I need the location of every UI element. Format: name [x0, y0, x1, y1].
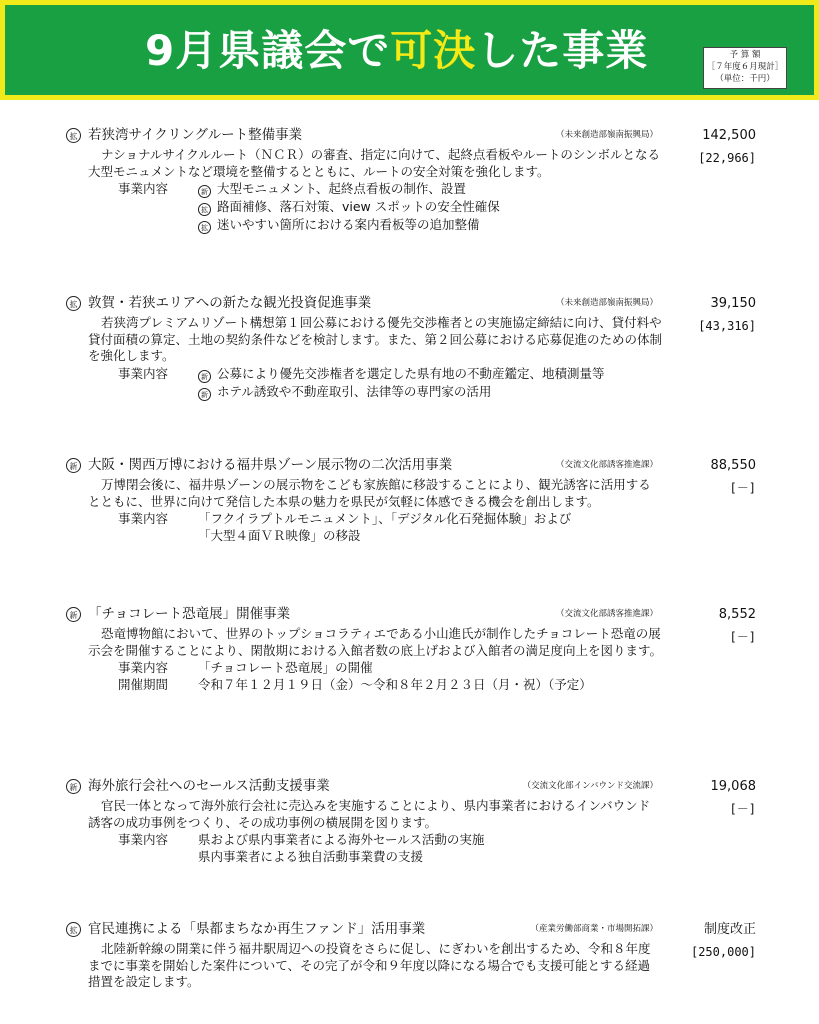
content-item: 県内事業者による独自活動事業費の支援 [198, 849, 424, 864]
expanded-badge: 拡 [198, 221, 211, 234]
page-title [145, 27, 648, 75]
project-department: （交流文化部インバウンド交流課） [522, 781, 658, 791]
project-item [66, 455, 766, 544]
project-title: 官民連携による「県都まちなか再生ファンド」活用事業 [88, 921, 426, 937]
project-previous-amount: [－] [729, 481, 756, 495]
project-description: ナショナルサイクルルート（ＮＣＲ）の審査、指定に向けて、起終点看板やルートのシンボルとなる大型モニュメントなど環境を整備するとともに、ルートの安全対策を強化します。 [88, 147, 661, 179]
content-item [198, 216, 500, 234]
project-amount: 19,068 [710, 779, 756, 794]
content-item: 「チョコレート恐竜展」の開催 [198, 660, 373, 675]
project-title: 若狭湾サイクリングルート整備事業 [88, 127, 303, 143]
title-part-2: した事業 [476, 26, 649, 75]
project-item [66, 776, 766, 865]
project-contents [118, 365, 766, 401]
content-item [198, 365, 605, 383]
project-contents [118, 180, 766, 234]
project-previous-amount: [－] [729, 630, 756, 644]
project-header [66, 293, 766, 333]
header-banner-inner [5, 5, 814, 95]
content-item-text: ホテル誘致や不動産取引、法律等の専門家の活用 [217, 383, 492, 399]
content-label: 事業内容 [118, 660, 169, 675]
new-badge: 新 [198, 185, 211, 198]
project-amount: 制度改正 [703, 922, 756, 937]
project-department: （交流文化部誘客推進課） [555, 609, 658, 619]
project-department: （未来創造部嶺南振興局） [555, 298, 658, 308]
project-item [66, 604, 766, 693]
header-banner [0, 0, 819, 100]
budget-unit: （単位：千円） [715, 74, 775, 84]
new-badge: 新 [66, 779, 81, 794]
content-label: 事業内容 [118, 511, 169, 526]
project-department: （産業労働部商業・市場開拓課） [530, 924, 658, 934]
project-description: 恐竜博物館において、世界のトップショコラティエである小山進氏が制作したチョコレート恐竜の展示会を開催することにより、閑散期における入館者数の底上げおよび入館者の満足度向上を図ります。 [88, 626, 663, 658]
project-description: 官民一体となって海外旅行会社に売込みを実施することにより、県内事業者におけるインバウンド誘客の成功事例をつくり、その成功事例の横展開を図ります。 [88, 798, 651, 830]
budget-legend [703, 47, 787, 89]
project-description: 万博閉会後に、福井県ゾーンの展示物をこども家族館に移設することにより、観光誘客に活用するとともに、世界に向けて発信した本県の魅力を県民が気軽に体感できる機会を創出します。 [88, 477, 651, 509]
content-item-text: 路面補修、落石対策、view スポットの安全性確保 [217, 199, 500, 214]
project-previous-amount: [250,000] [690, 945, 756, 959]
content-item-text: 大型モニュメント、起終点看板の制作、設置 [217, 181, 466, 196]
content-item: 県および県内事業者による海外セールス活動の実施 [198, 832, 485, 847]
project-title: 敦賀・若狭エリアへの新たな観光投資促進事業 [88, 295, 372, 311]
project-amount: 88,550 [710, 458, 756, 473]
project-title: 大阪・関西万博における福井県ゾーン展示物の二次活用事業 [88, 457, 453, 473]
new-badge: 新 [66, 607, 81, 622]
period-label: 開催期間 [118, 677, 169, 692]
content-item: 「大型４面ＶＲ映像」の移設 [198, 528, 361, 543]
project-description: 北陸新幹線の開業に伴う福井駅周辺への投資をさらに促し、にぎわいを創出するため、令和８年度までに事業を開始した案件について、その完了が令和９年度以降になる場合でも支援可能とする経過措置を設定します。 [88, 941, 651, 989]
content-item-text: 迷いやすい箇所における案内看板等の追加整備 [217, 217, 480, 232]
project-item [66, 919, 766, 991]
budget-label: 予 算 額 [729, 50, 761, 60]
expanded-badge: 拡 [198, 203, 211, 216]
content-item: 「フクイラプトルモニュメント」、「デジタル化石発掘体験」および [198, 511, 572, 526]
event-period: 令和７年１２月１９日（金）～令和８年２月２３日（月・祝）（予定） [198, 677, 592, 692]
project-title: 海外旅行会社へのセールス活動支援事業 [88, 778, 330, 794]
expanded-badge: 拡 [66, 296, 81, 311]
project-item [66, 293, 766, 401]
new-badge: 新 [66, 458, 81, 473]
project-department: （未来創造部嶺南振興局） [555, 130, 658, 140]
content-label: 事業内容 [118, 181, 169, 196]
project-amount: 39,150 [710, 296, 756, 311]
title-part-1: 9月県議会で [145, 26, 391, 75]
project-amount: 8,552 [718, 607, 756, 622]
budget-period: ［７年度６月現計］ [706, 62, 784, 72]
project-previous-amount: [－] [729, 802, 756, 816]
content-item [198, 383, 605, 401]
content-item [198, 180, 500, 198]
expanded-badge: 拡 [66, 128, 81, 143]
content-item [198, 198, 500, 216]
project-header [66, 919, 766, 959]
project-amount: 142,500 [702, 128, 756, 143]
content-label: 事業内容 [118, 832, 169, 847]
project-contents [118, 510, 766, 544]
project-title: 「チョコレート恐竜展」開催事業 [88, 606, 291, 622]
project-contents [118, 831, 766, 865]
project-previous-amount: [22,966] [698, 151, 756, 165]
project-item [66, 125, 766, 234]
project-description: 若狭湾プレミアムリゾート構想第１回公募における優先交渉権者との実施協定締結に向け、貸付料や貸付面積の算定、土地の契約条件などを検討します。また、第２回公募における応募促進のための体制を強化します。 [88, 315, 663, 363]
project-contents [118, 659, 766, 693]
new-badge: 新 [198, 370, 211, 383]
expanded-badge: 拡 [66, 922, 81, 937]
content-label: 事業内容 [118, 365, 169, 381]
project-previous-amount: [43,316] [698, 319, 756, 333]
title-highlight: 可決 [390, 26, 477, 75]
project-department: （交流文化部誘客推進課） [555, 460, 658, 470]
content-item-text: 公募により優先交渉権者を選定した県有地の不動産鑑定、地積測量等 [217, 365, 605, 381]
new-badge: 新 [198, 388, 211, 401]
